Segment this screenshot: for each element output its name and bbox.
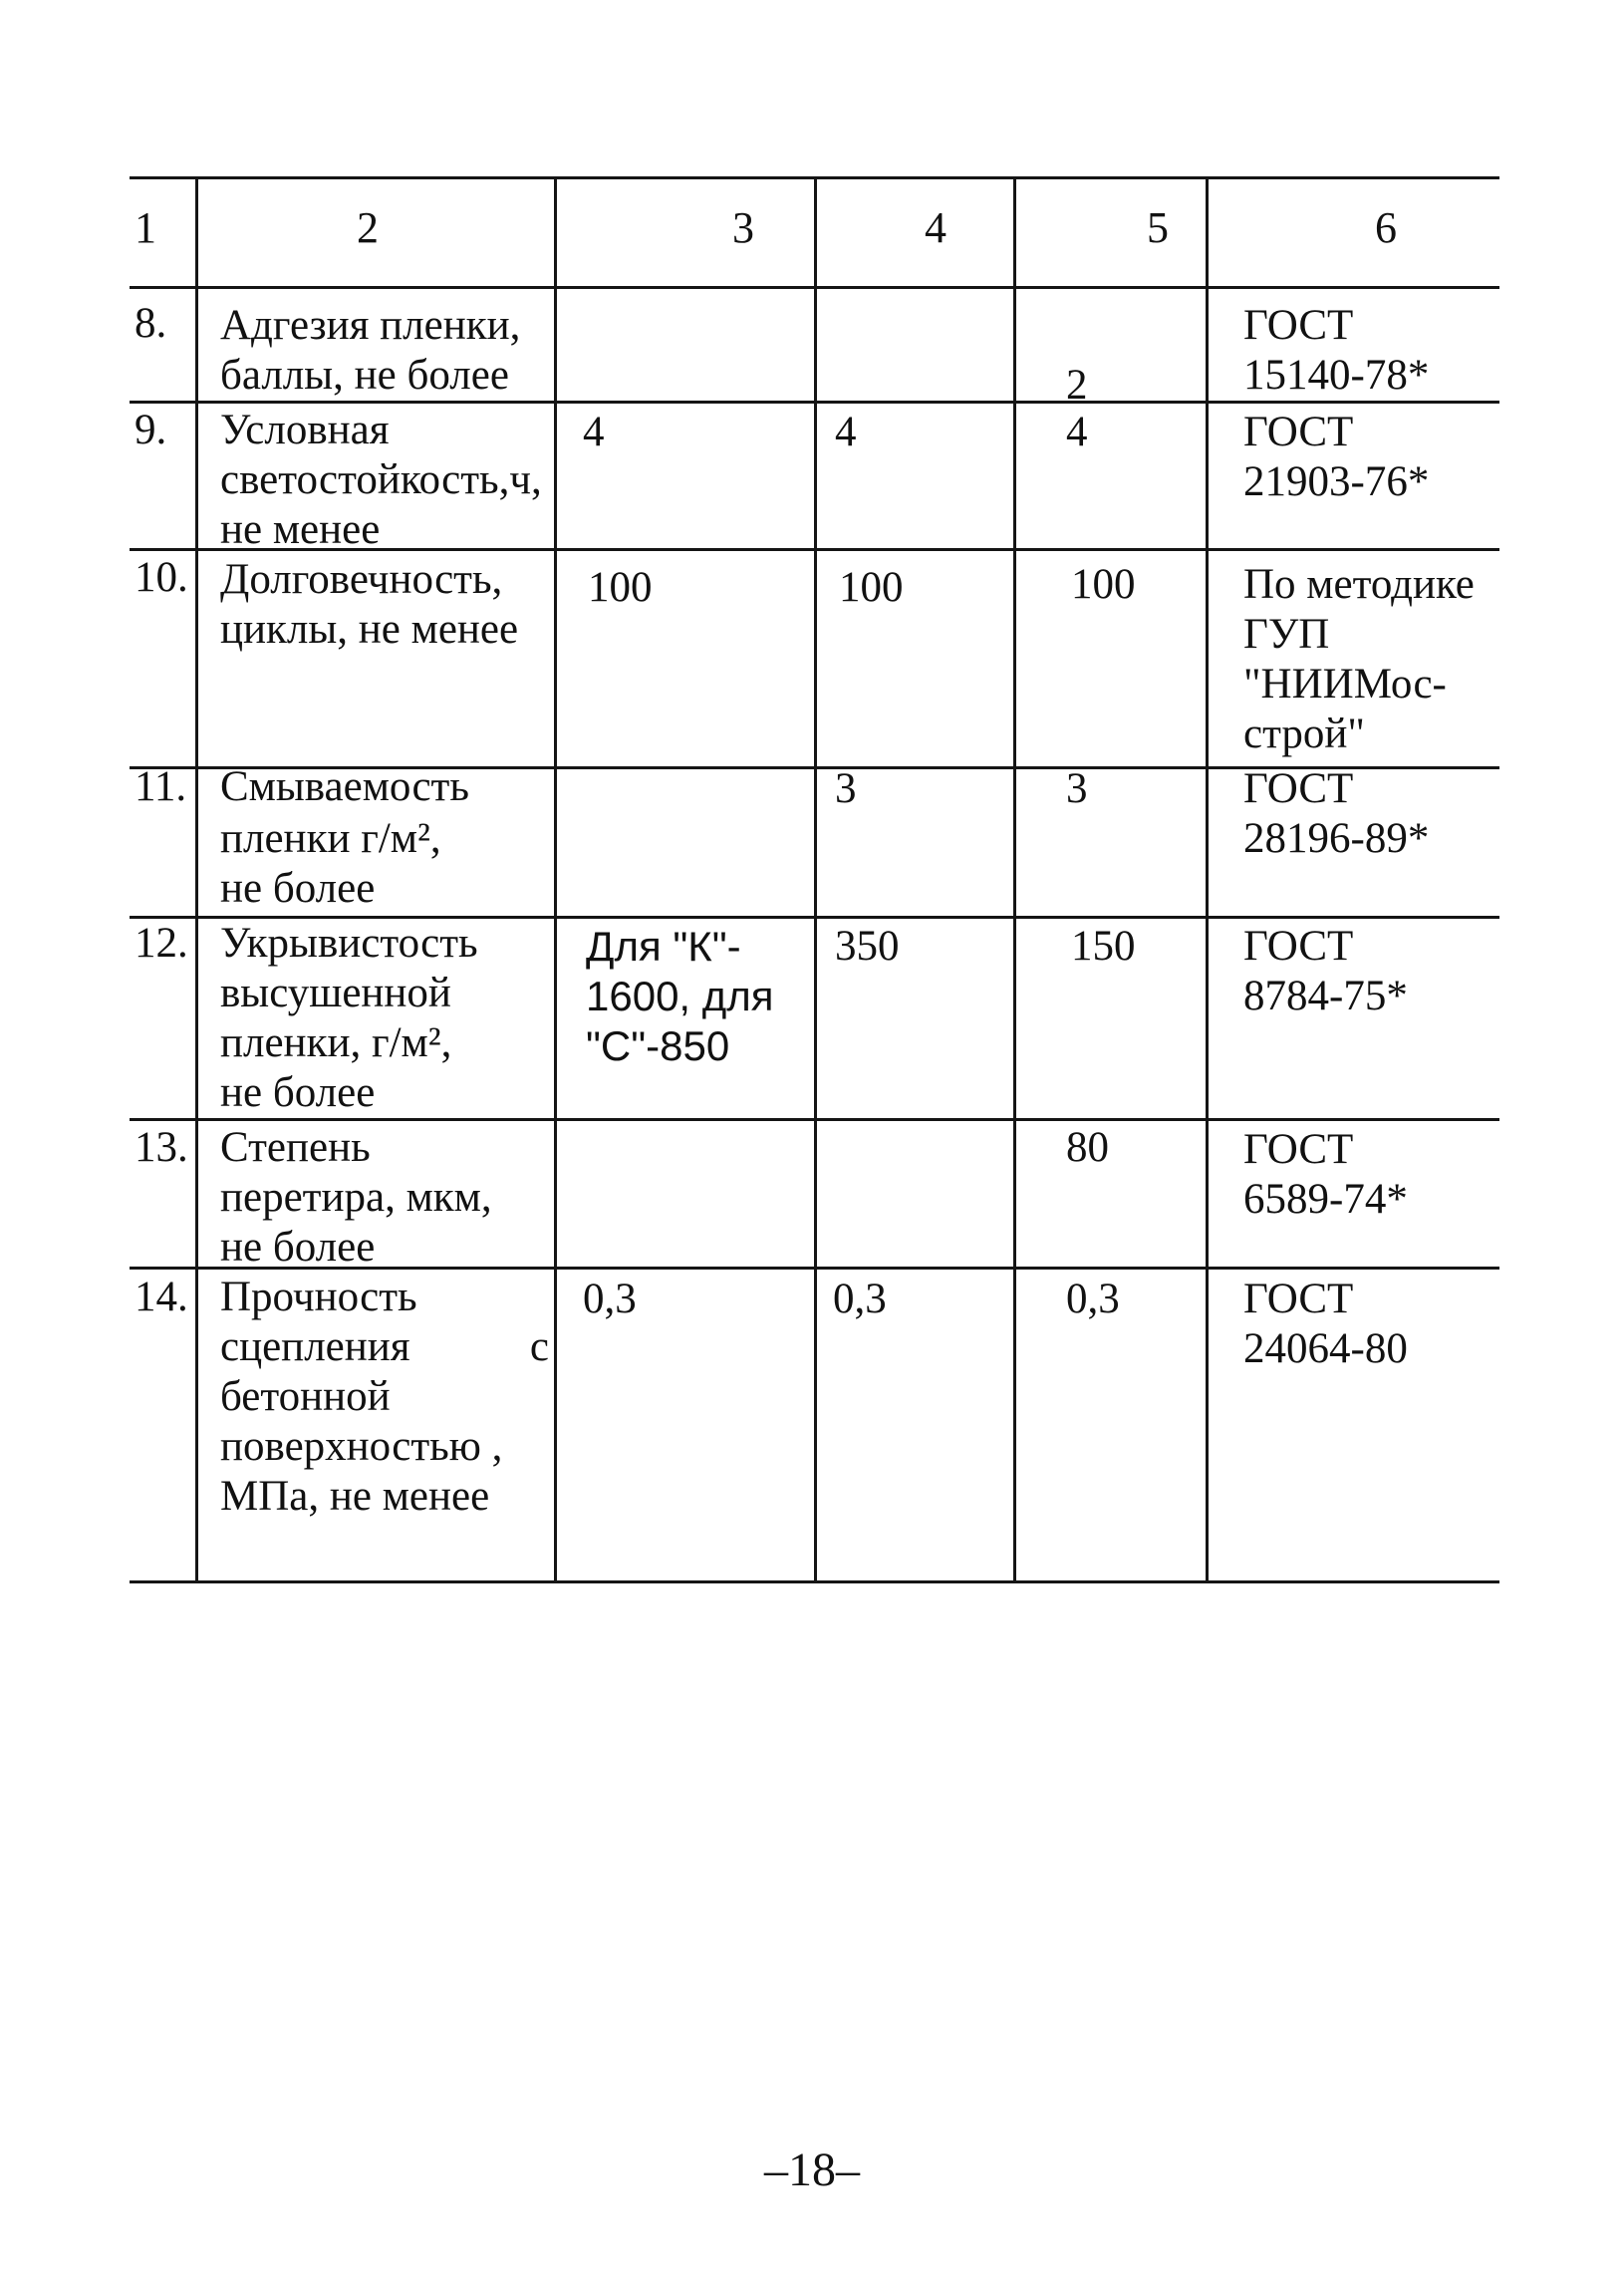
row-11-property-rest: пленки г/м², не более	[220, 815, 441, 912]
row-13-property-rest: перетира, мкм, не более	[220, 1174, 492, 1271]
header-col-3: 3	[732, 203, 754, 252]
row-11-number: 11.	[135, 763, 187, 810]
row-8-col5: 2	[1066, 362, 1088, 409]
data-table	[130, 176, 1499, 1583]
col-rule-5	[1206, 176, 1209, 1583]
row-12-col3: Для "К"- 1600, для "С"-850	[586, 923, 774, 1069]
header-col-6: 6	[1375, 203, 1397, 252]
col-rule-3	[814, 176, 817, 1583]
header-col-4: 4	[925, 203, 947, 252]
row-12-col5: 150	[1071, 923, 1136, 970]
row-12-property-rest: пленки, г/м², не более	[220, 1019, 452, 1116]
col-rule-4	[1013, 176, 1016, 1583]
row-10-col4: 100	[839, 564, 904, 611]
row-13-number: 13.	[135, 1124, 188, 1171]
row-14-property-rest: поверхностью , МПа, не менее	[220, 1423, 503, 1520]
row-11-col4: 3	[835, 765, 857, 812]
row-14-col5: 0,3	[1066, 1276, 1120, 1322]
col-rule-2	[554, 176, 557, 1583]
row-12-method: ГОСТ 8784-75*	[1243, 923, 1408, 1019]
row-14-method: ГОСТ 24064-80	[1243, 1276, 1408, 1372]
row-14-col3: 0,3	[583, 1276, 637, 1322]
row-9-method: ГОСТ 21903-76*	[1243, 409, 1430, 505]
header-col-5: 5	[1147, 203, 1169, 252]
row-14-number: 14.	[135, 1274, 188, 1320]
row-11-property-line-1: Смываемость	[220, 763, 469, 810]
row-11-col5: 3	[1066, 765, 1088, 812]
row-12-property-line-2: высушенной	[220, 970, 451, 1016]
row-10-property: Долговечность, циклы, не менее	[220, 556, 519, 653]
row-9-property-rest: светостойкость,ч, не менее	[220, 456, 542, 553]
row-9-property-line-1: Условная	[220, 407, 390, 453]
row-10-number: 10.	[135, 554, 188, 601]
row-14-property-line-2: сцепления с	[220, 1323, 549, 1370]
row-13-property-line-1: Степень	[220, 1124, 371, 1171]
header-col-2: 2	[357, 203, 379, 252]
row-8-method: ГОСТ 15140-78*	[1243, 302, 1430, 399]
row-10-method: По методике ГУП "НИИМос- строй"	[1243, 561, 1475, 757]
row-13-col5: 80	[1066, 1124, 1109, 1171]
col-rule-1	[195, 176, 198, 1583]
row-9-col3: 4	[583, 409, 605, 455]
header-col-1: 1	[135, 203, 156, 252]
page-number: –18–	[764, 2143, 860, 2196]
row-8-number: 8.	[135, 300, 167, 347]
row-14-property-line-1: Прочность	[220, 1274, 417, 1320]
row-10-col3: 100	[588, 564, 653, 611]
row-9-col5: 4	[1066, 409, 1088, 455]
row-13-method: ГОСТ 6589-74*	[1243, 1126, 1408, 1223]
row-10-col5: 100	[1071, 561, 1136, 608]
row-14-col4: 0,3	[833, 1276, 887, 1322]
row-14-property-line-3: бетонной	[220, 1373, 391, 1420]
row-12-col4: 350	[835, 923, 900, 970]
row-12-number: 12.	[135, 920, 188, 967]
row-8-property: Адгезия пленки, баллы, не более	[220, 302, 521, 399]
row-12-property-line-1: Укрывистость	[220, 920, 478, 967]
row-11-method: ГОСТ 28196-89*	[1243, 765, 1430, 862]
row-9-number: 9.	[135, 407, 167, 453]
row-9-col4: 4	[835, 409, 857, 455]
